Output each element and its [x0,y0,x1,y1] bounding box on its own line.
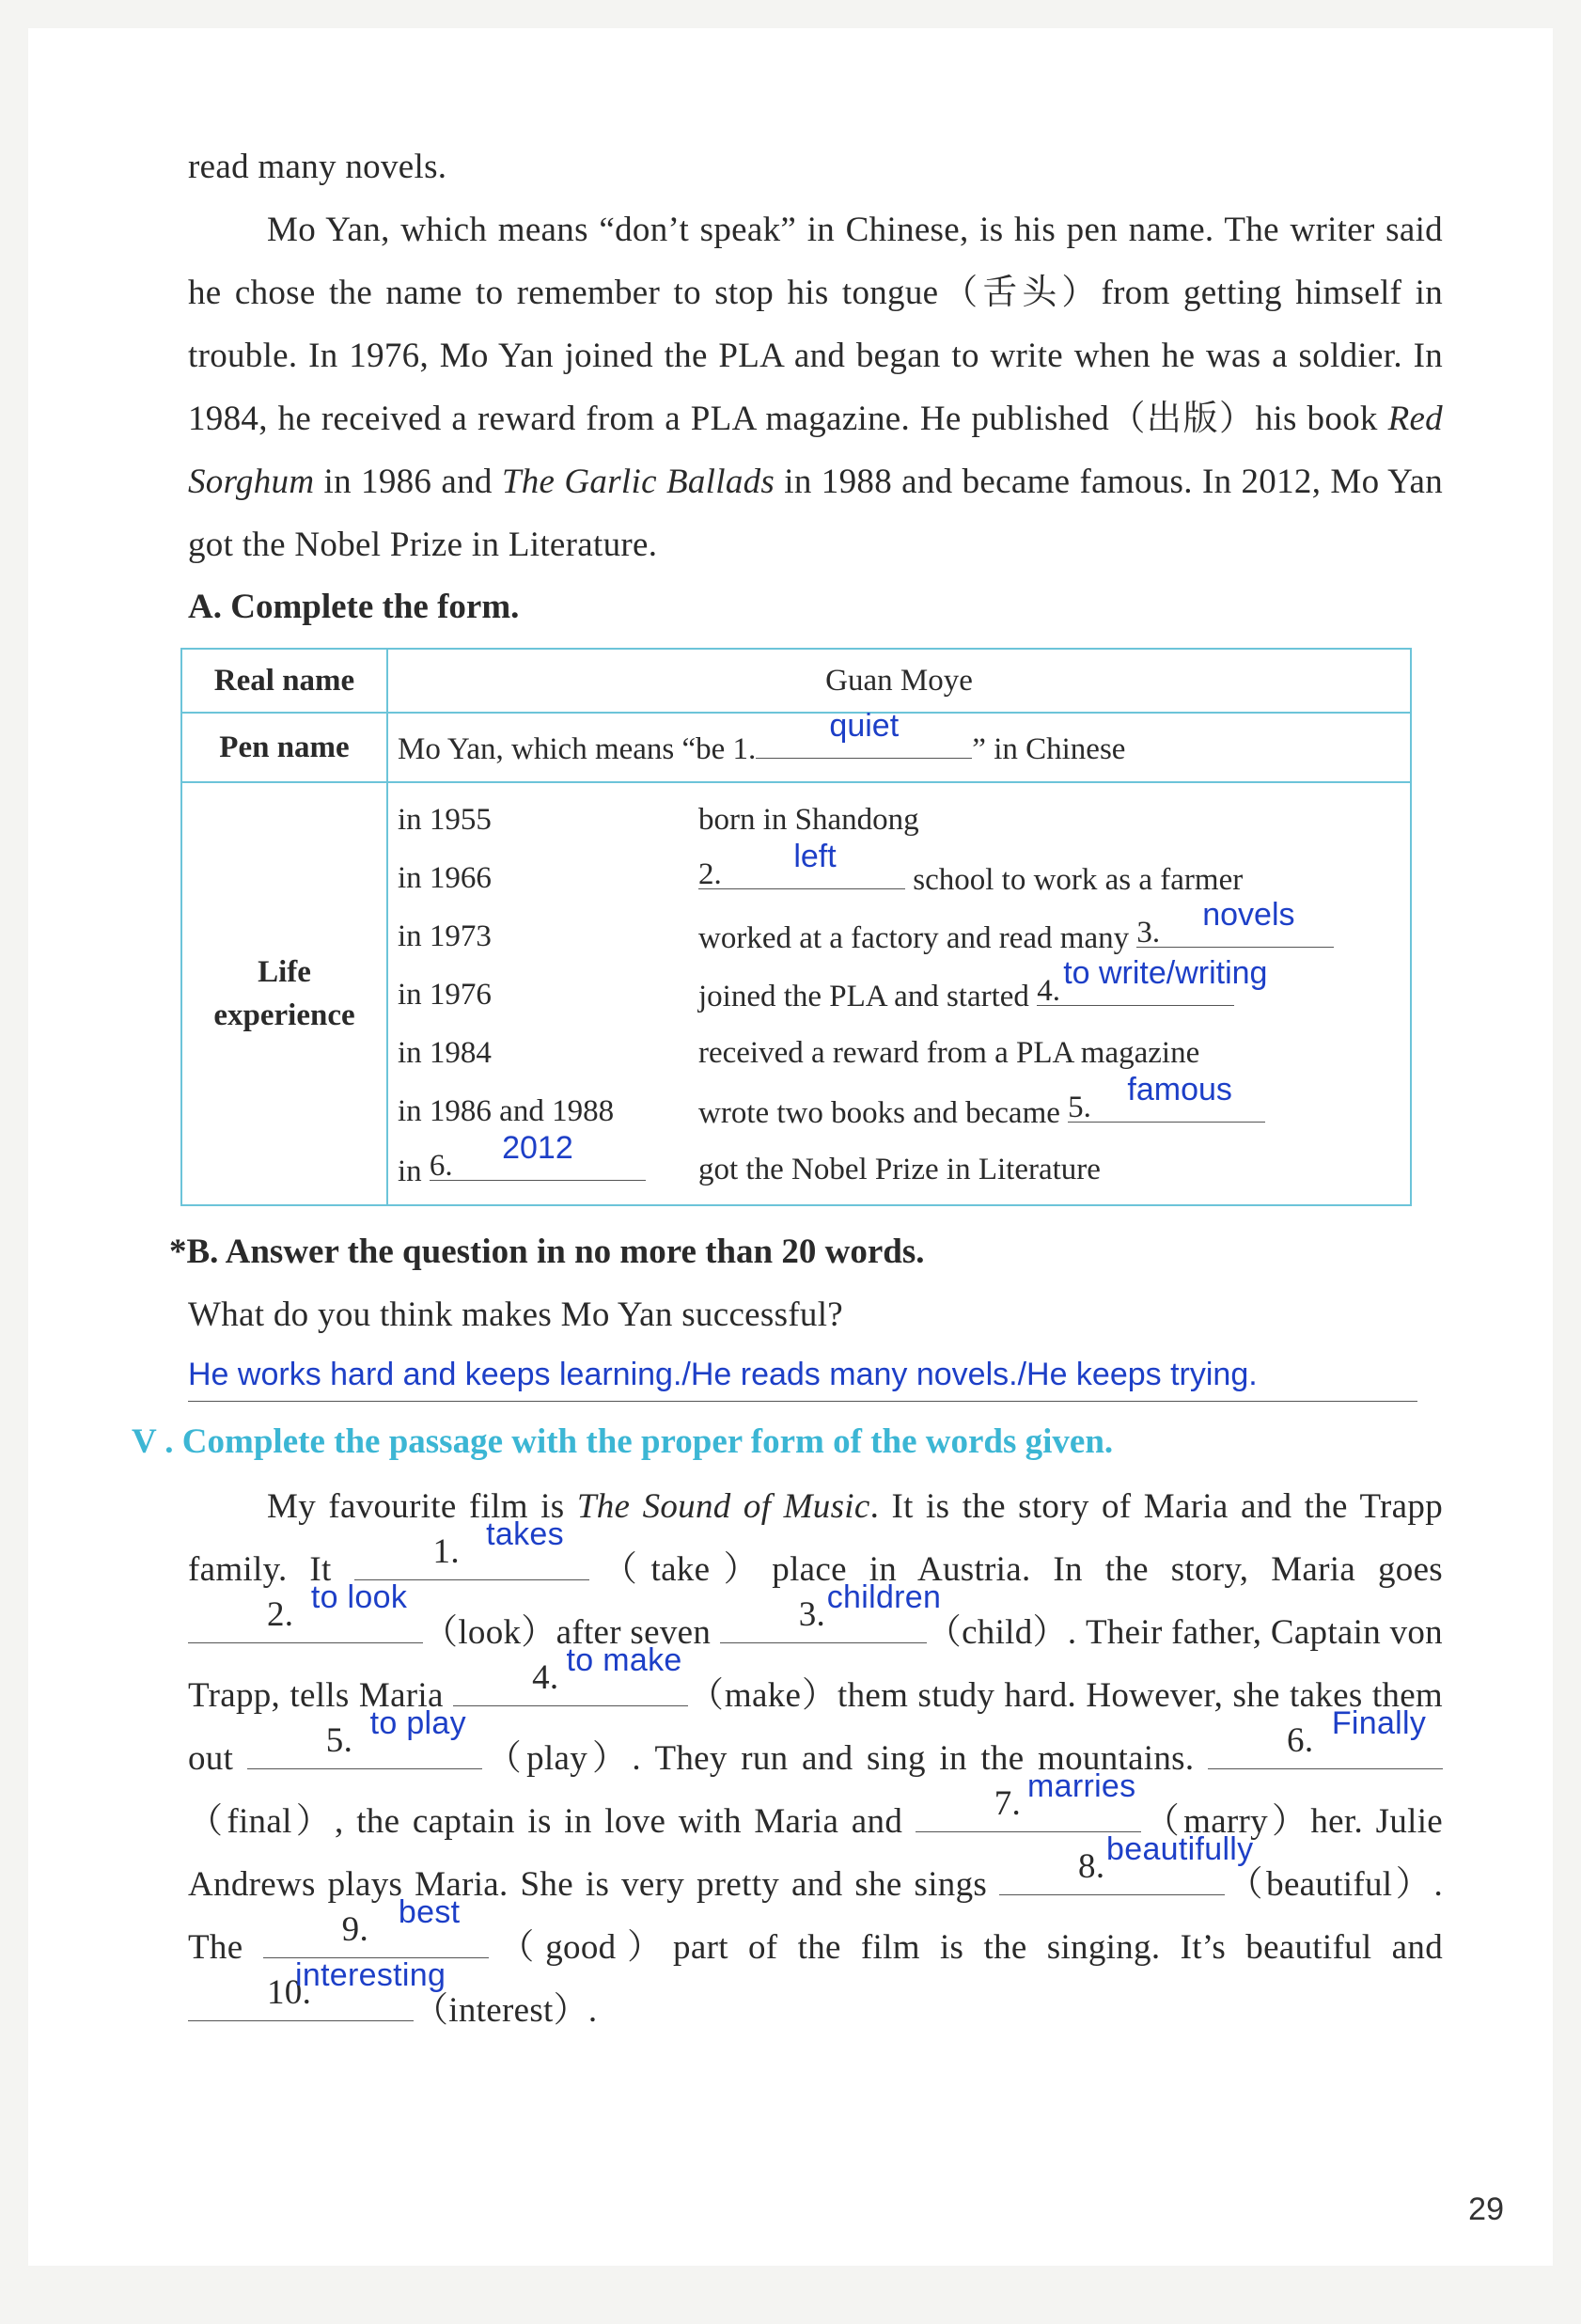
answer-blank-3: 3. children [720,1612,927,1643]
workbook-page [28,28,1553,2266]
life-row: in 1984 received a reward from a PLA magazine [398,1035,1200,1070]
answer-blank-7: 7. marries [916,1801,1141,1832]
answer-blank-10: 10. interesting [188,1990,414,2021]
handwritten-answer: best [398,1894,461,1930]
answer-blank-6: 6. 2012 [430,1150,646,1181]
answer-blank-4: 4. to write/writing [1037,955,1268,1008]
handwritten-answer: quiet [829,708,900,744]
life-row: in 1966 2. left school to work as a farmer [398,839,1244,897]
handwritten-answer: marries [1027,1768,1136,1804]
section-a-heading: A. Complete the form. [188,588,520,626]
handwritten-answer: Finally [1331,1705,1427,1741]
page-content [132,28,1444,2042]
real-name-label: Real name [181,649,387,713]
handwritten-answer: 2012 [502,1130,573,1166]
answer-blank-1 [756,708,972,759]
pen-name-label: Pen name [181,713,387,782]
handwritten-answer: interesting [295,1957,446,1993]
section-b-heading: *B. Answer the question in no more than 20 words. [169,1233,925,1271]
handwritten-answer: He works hard and keeps learning./He reads many novels./He keeps trying. [188,1357,1258,1392]
handwritten-answer: to write/writing [1063,955,1268,991]
handwritten-answer: novels [1202,897,1295,933]
answer-blank-6: 6. Finally [1208,1738,1443,1769]
handwritten-answer: beautifully [1106,1831,1254,1867]
answer-blank-9: 9. best [263,1927,489,1958]
real-name-value: Guan Moye [387,649,1411,713]
section-b-question: What do you think makes Mo Yan successful? [188,1295,844,1334]
life-row: in 1973 worked at a factory and read many 3. novels [398,907,1409,966]
pen-name-cell: Mo Yan, which means “be 1. quiet ” in Chinese [387,713,1411,782]
handwritten-answer: children [826,1579,942,1615]
answer-blank-8: 8. beautifully [999,1864,1225,1895]
life-experience-label: Life experience [181,782,387,1205]
section-v-heading: V . Complete the passage with the proper form of the words given. [132,1422,1114,1461]
handwritten-answer: to look [310,1579,408,1615]
life-row: in 1976 joined the PLA and started 4. to write/writing [398,955,1268,1013]
handwritten-answer: to play [369,1705,466,1741]
life-experience-cell [387,782,1411,1205]
answer-blank-5: 5. famous [1068,1091,1265,1123]
handwritten-answer: takes [486,1516,564,1552]
handwritten-answer: famous [1127,1072,1232,1107]
answer-blank-3: 3. novels [1136,917,1334,948]
page-number: 29 [1468,2191,1504,2227]
handwritten-answer: to make [566,1642,682,1678]
life-row: in 6. 2012 got the Nobel Prize in Literature [398,1130,1101,1188]
answer-blank-1: 1. takes [354,1549,589,1580]
answer-blank-4: 4. to make [453,1675,688,1706]
life-form-table [180,648,1412,1206]
handwritten-answer: left [793,839,837,874]
life-row: in 1986 and 1988 wrote two books and became 5. famous [398,1082,1409,1140]
section-v-passage: My favourite film is The Sound of Music. It is the story of Maria and the Trapp family. It 1. takes （take）place in Austria. In the story, Maria goes 2. to look （look）after seven 3. children （child）. Their father, Captain von Trapp, tells Maria 4. to make （make）them study hard. However, she takes them out 5. to play （play）. They run and sing in the mountains. 6. Finally （final）, the captain is in love with Maria and 7. marries （marry）her. Julie Andrews plays Maria. She is very pretty and she sings 8. beautifully （beautiful）. The 9. best （good）part of the film is the singing. It’s beautiful and 10. interesting （interest）. [188,1487,1444,2030]
answer-blank-2: 2. left [698,858,905,889]
answer-blank-2: 2. to look [188,1612,423,1643]
life-row: in 1955 born in Shandong [398,802,919,837]
section-b-answer-line [188,1346,1417,1402]
answer-blank-5: 5. to play [247,1738,482,1769]
passage-line: read many novels. [188,148,447,186]
passage-paragraph: Mo Yan, which means “don’t speak” in Chinese, is his pen name. The writer said he chose the name to remember to stop his tongue（舌头）from getting himself in trouble. In 1976, Mo Yan joined the PLA and began to write when he was a soldier. In 1984, he received a reward from a PLA magazine. He published（出版）his book Red Sorghum in 1986 and The Garlic Ballads in 1988 and became famous. In 2012, Mo Yan got the Nobel Prize in Literature. [188,211,1444,564]
